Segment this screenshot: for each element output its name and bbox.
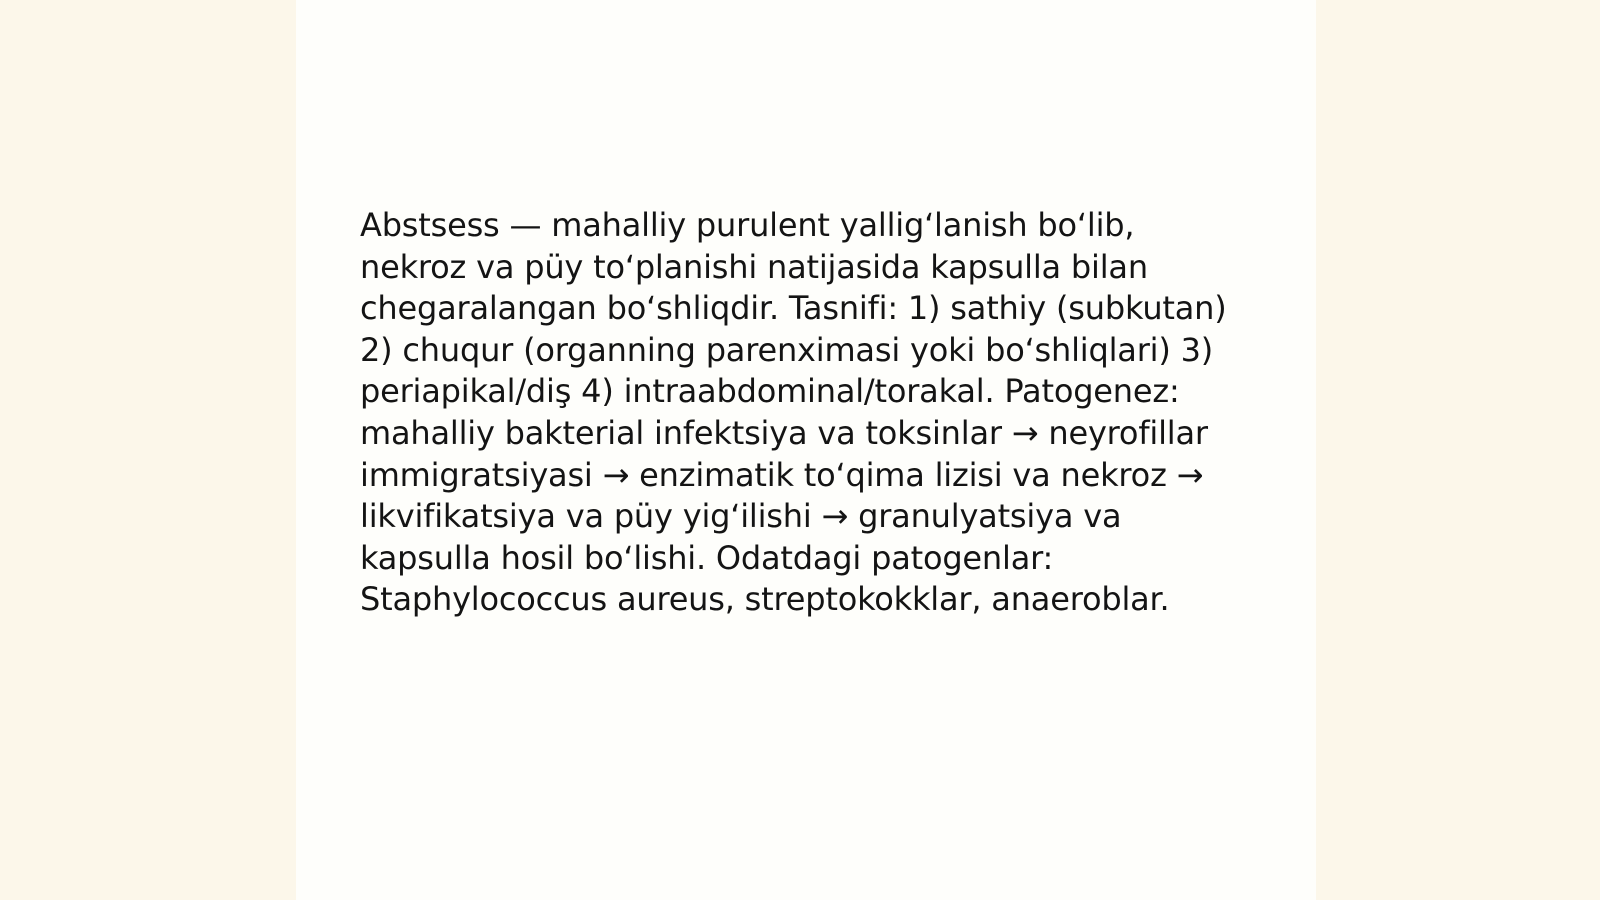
paragraph-line: Staphylococcus aureus, streptokokklar, anaeroblar.: [360, 580, 1170, 619]
paragraph-line: nekroz va püy to‘planishi natijasida kapsulla bilan: [360, 247, 1148, 286]
paragraph-line: 2) chuqur (organning parenximasi yoki bo‘shliqlari) 3): [360, 330, 1214, 369]
paragraph-line: mahalliy bakterial infektsiya va toksinlar → neyrofillar: [360, 413, 1208, 452]
paragraph-line: likvifikatsiya va püy yig‘ilishi → granulyatsiya va: [360, 497, 1122, 536]
paragraph-line: chegaralangan bo‘shliqdir. Tasnifi: 1) sathiy (subkutan): [360, 289, 1227, 328]
paragraph-line: Abstsess — mahalliy purulent yallig‘lanish bo‘lib,: [360, 206, 1135, 244]
paragraph-line: immigratsiyasi → enzimatik to‘qima lizisi va nekroz →: [360, 455, 1204, 494]
paragraph-line: kapsulla hosil bo‘lishi. Odatdagi patogenlar:: [360, 538, 1054, 577]
document-page: [296, 0, 1316, 900]
body-paragraph: [360, 205, 1260, 621]
paragraph-line: periapikal/diş 4) intraabdominal/torakal. Patogenez:: [360, 372, 1180, 411]
